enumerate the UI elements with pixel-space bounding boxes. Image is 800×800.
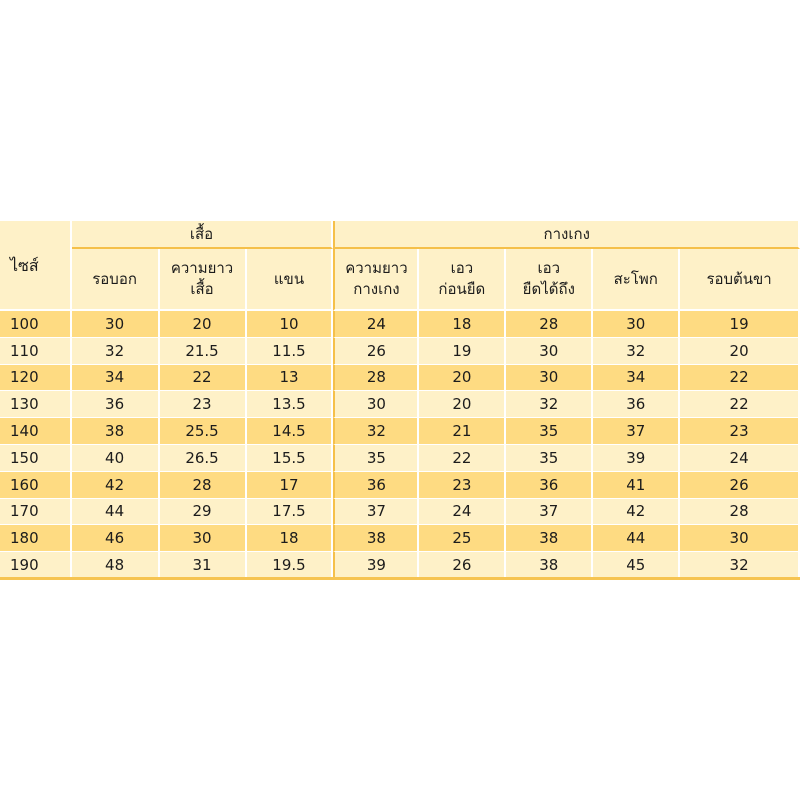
measurement-value: 37 [506,499,593,526]
table-row [0,418,800,445]
measurement-value: 24 [333,311,419,338]
size-value: 130 [0,391,72,418]
size-value: 160 [0,472,72,499]
measurement-value: 17 [247,472,334,499]
measurement-value: 32 [333,418,419,445]
column-header-sleeve [247,249,334,311]
column-header-line1: สะโพก [613,269,658,288]
measurement-value: 10 [247,311,334,338]
measurement-value: 30 [593,311,680,338]
size-value: 120 [0,365,72,392]
measurement-value: 13 [247,365,334,392]
size-value: 100 [0,311,72,338]
measurement-value: 30 [506,338,593,365]
column-header-hip [593,249,680,311]
measurement-value: 22 [680,391,800,418]
table-body [0,311,800,579]
size-value: 180 [0,525,72,552]
measurement-value: 28 [506,311,593,338]
measurement-value: 39 [593,445,680,472]
table-row [0,311,800,338]
measurement-value: 22 [680,365,800,392]
measurement-value: 13.5 [247,391,334,418]
column-header-thigh [680,249,800,311]
size-chart-table [0,221,800,579]
measurement-value: 26 [680,472,800,499]
measurement-value: 41 [593,472,680,499]
measurement-value: 35 [506,418,593,445]
measurement-value: 23 [680,418,800,445]
measurement-value: 35 [333,445,419,472]
measurement-value: 46 [72,525,160,552]
table-bottom-line [0,577,800,580]
measurement-value: 30 [680,525,800,552]
size-value: 190 [0,552,72,579]
measurement-value: 18 [247,525,334,552]
measurement-value: 30 [160,525,247,552]
measurement-value: 28 [333,365,419,392]
column-header-line1: รอบต้นขา [706,269,772,288]
measurement-value: 29 [160,499,247,526]
size-value: 150 [0,445,72,472]
table-row [0,525,800,552]
column-header-shirt-length [160,249,247,311]
measurement-value: 28 [680,499,800,526]
measurement-value: 32 [593,338,680,365]
measurement-value: 25 [419,525,506,552]
measurement-value: 39 [333,552,419,579]
column-header-line1: แขน [273,269,305,288]
size-value: 110 [0,338,72,365]
measurement-value: 23 [419,472,506,499]
size-value: 170 [0,499,72,526]
measurement-value: 28 [160,472,247,499]
measurement-value: 32 [506,391,593,418]
column-header-waist-stretched [506,249,593,311]
table-row [0,472,800,499]
column-header-line2: เสื้อ [190,280,214,298]
measurement-value: 19.5 [247,552,334,579]
measurement-value: 20 [160,311,247,338]
measurement-value: 36 [72,391,160,418]
measurement-value: 20 [680,338,800,365]
table-row [0,499,800,526]
table-row [0,338,800,365]
measurement-value: 34 [72,365,160,392]
measurement-value: 38 [506,552,593,579]
measurement-value: 26 [419,552,506,579]
measurement-value: 24 [680,445,800,472]
table-row [0,552,800,579]
measurement-value: 26.5 [160,445,247,472]
column-header-chest [72,249,160,311]
measurement-value: 36 [506,472,593,499]
column-header-line1: รอบอก [92,269,137,288]
measurement-value: 48 [72,552,160,579]
column-header-line1: ความยาว [345,259,408,277]
measurement-value: 22 [160,365,247,392]
size-value: 140 [0,418,72,445]
column-header-line2: กางเกง [353,280,400,298]
measurement-value: 35 [506,445,593,472]
measurement-value: 42 [593,499,680,526]
size-column-header: ไซส์ [0,221,72,311]
measurement-value: 38 [72,418,160,445]
measurement-value: 11.5 [247,338,334,365]
measurement-value: 20 [419,391,506,418]
measurement-value: 23 [160,391,247,418]
measurement-value: 21.5 [160,338,247,365]
column-header-line1: เอว [537,259,561,277]
pants-group-header: กางเกง [333,221,800,249]
measurement-value: 30 [333,391,419,418]
measurement-value: 38 [333,525,419,552]
measurement-value: 40 [72,445,160,472]
measurement-value: 19 [680,311,800,338]
measurement-value: 44 [593,525,680,552]
column-header-waist-unstretched [419,249,506,311]
column-header-line2: ยืดได้ถึง [522,280,575,298]
table-row [0,365,800,392]
measurement-value: 18 [419,311,506,338]
measurement-value: 37 [593,418,680,445]
column-header-pants-length [333,249,419,311]
measurement-value: 45 [593,552,680,579]
measurement-value: 22 [419,445,506,472]
measurement-value: 19 [419,338,506,365]
table-row [0,391,800,418]
measurement-value: 20 [419,365,506,392]
measurement-value: 32 [72,338,160,365]
measurement-value: 36 [333,472,419,499]
measurement-value: 24 [419,499,506,526]
measurement-value: 42 [72,472,160,499]
measurement-value: 32 [680,552,800,579]
measurement-value: 21 [419,418,506,445]
column-header-line2: ก่อนยืด [438,280,486,298]
column-header-line1: ความยาว [170,259,234,277]
measurement-value: 26 [333,338,419,365]
measurement-value: 15.5 [247,445,334,472]
measurement-value: 36 [593,391,680,418]
measurement-value: 31 [160,552,247,579]
table-row [0,445,800,472]
measurement-value: 17.5 [247,499,334,526]
measurement-value: 30 [72,311,160,338]
measurement-value: 38 [506,525,593,552]
measurement-value: 25.5 [160,418,247,445]
measurement-value: 37 [333,499,419,526]
column-header-line1: เอว [450,259,474,277]
shirt-group-header: เสื้อ [72,221,334,249]
measurement-value: 30 [506,365,593,392]
measurement-value: 14.5 [247,418,334,445]
measurement-value: 34 [593,365,680,392]
measurement-value: 44 [72,499,160,526]
